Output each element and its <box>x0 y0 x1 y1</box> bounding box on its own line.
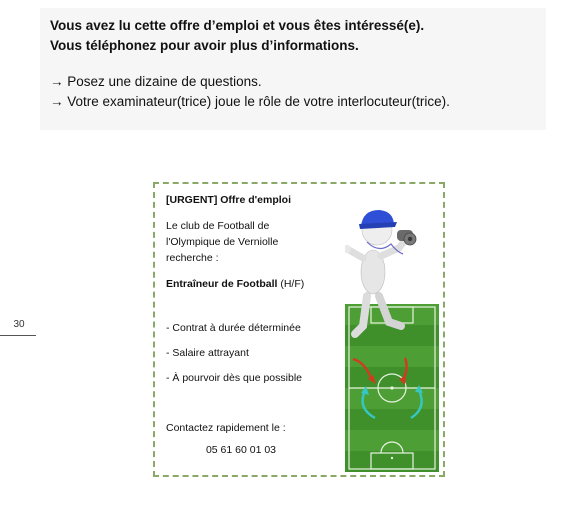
club-intro-line-2: l'Olympique de Verniolle <box>166 236 279 248</box>
job-offer-title: [URGENT] Offre d'emploi <box>166 194 291 206</box>
instruction-line-2: Vous téléphonez pour avoir plus d’informations. <box>50 38 359 53</box>
coach-illustration <box>345 186 439 474</box>
page-number: 30 <box>13 319 25 330</box>
job-offer-card <box>153 182 445 477</box>
club-intro-line-1: Le club de Football de <box>166 220 270 232</box>
condition-contract: - Contrat à durée déterminée <box>166 322 301 334</box>
club-intro-line-3: recherche : <box>166 252 219 264</box>
instructions-box <box>40 8 546 130</box>
contact-phone: 05 61 60 01 03 <box>205 444 277 456</box>
instruction-bullet-1: → Posez une dizaine de questions. <box>50 74 262 89</box>
position-line <box>166 276 326 292</box>
contact-label: Contactez rapidement le : <box>166 422 286 434</box>
condition-availability: - À pourvoir dès que possible <box>166 372 302 384</box>
position-title: Entraîneur de Football <box>166 278 278 290</box>
instruction-line-1: Vous avez lu cette offre d’emploi et vous êtes intéressé(e). <box>50 18 425 33</box>
condition-salary: - Salaire attrayant <box>166 347 249 359</box>
instruction-bullet-2: → Votre examinateur(trice) joue le rôle de votre interlocuteur(trice). <box>50 94 450 109</box>
page-number-rule <box>0 335 36 336</box>
position-suffix: (H/F) <box>277 278 305 290</box>
job-offer-text <box>166 192 326 458</box>
